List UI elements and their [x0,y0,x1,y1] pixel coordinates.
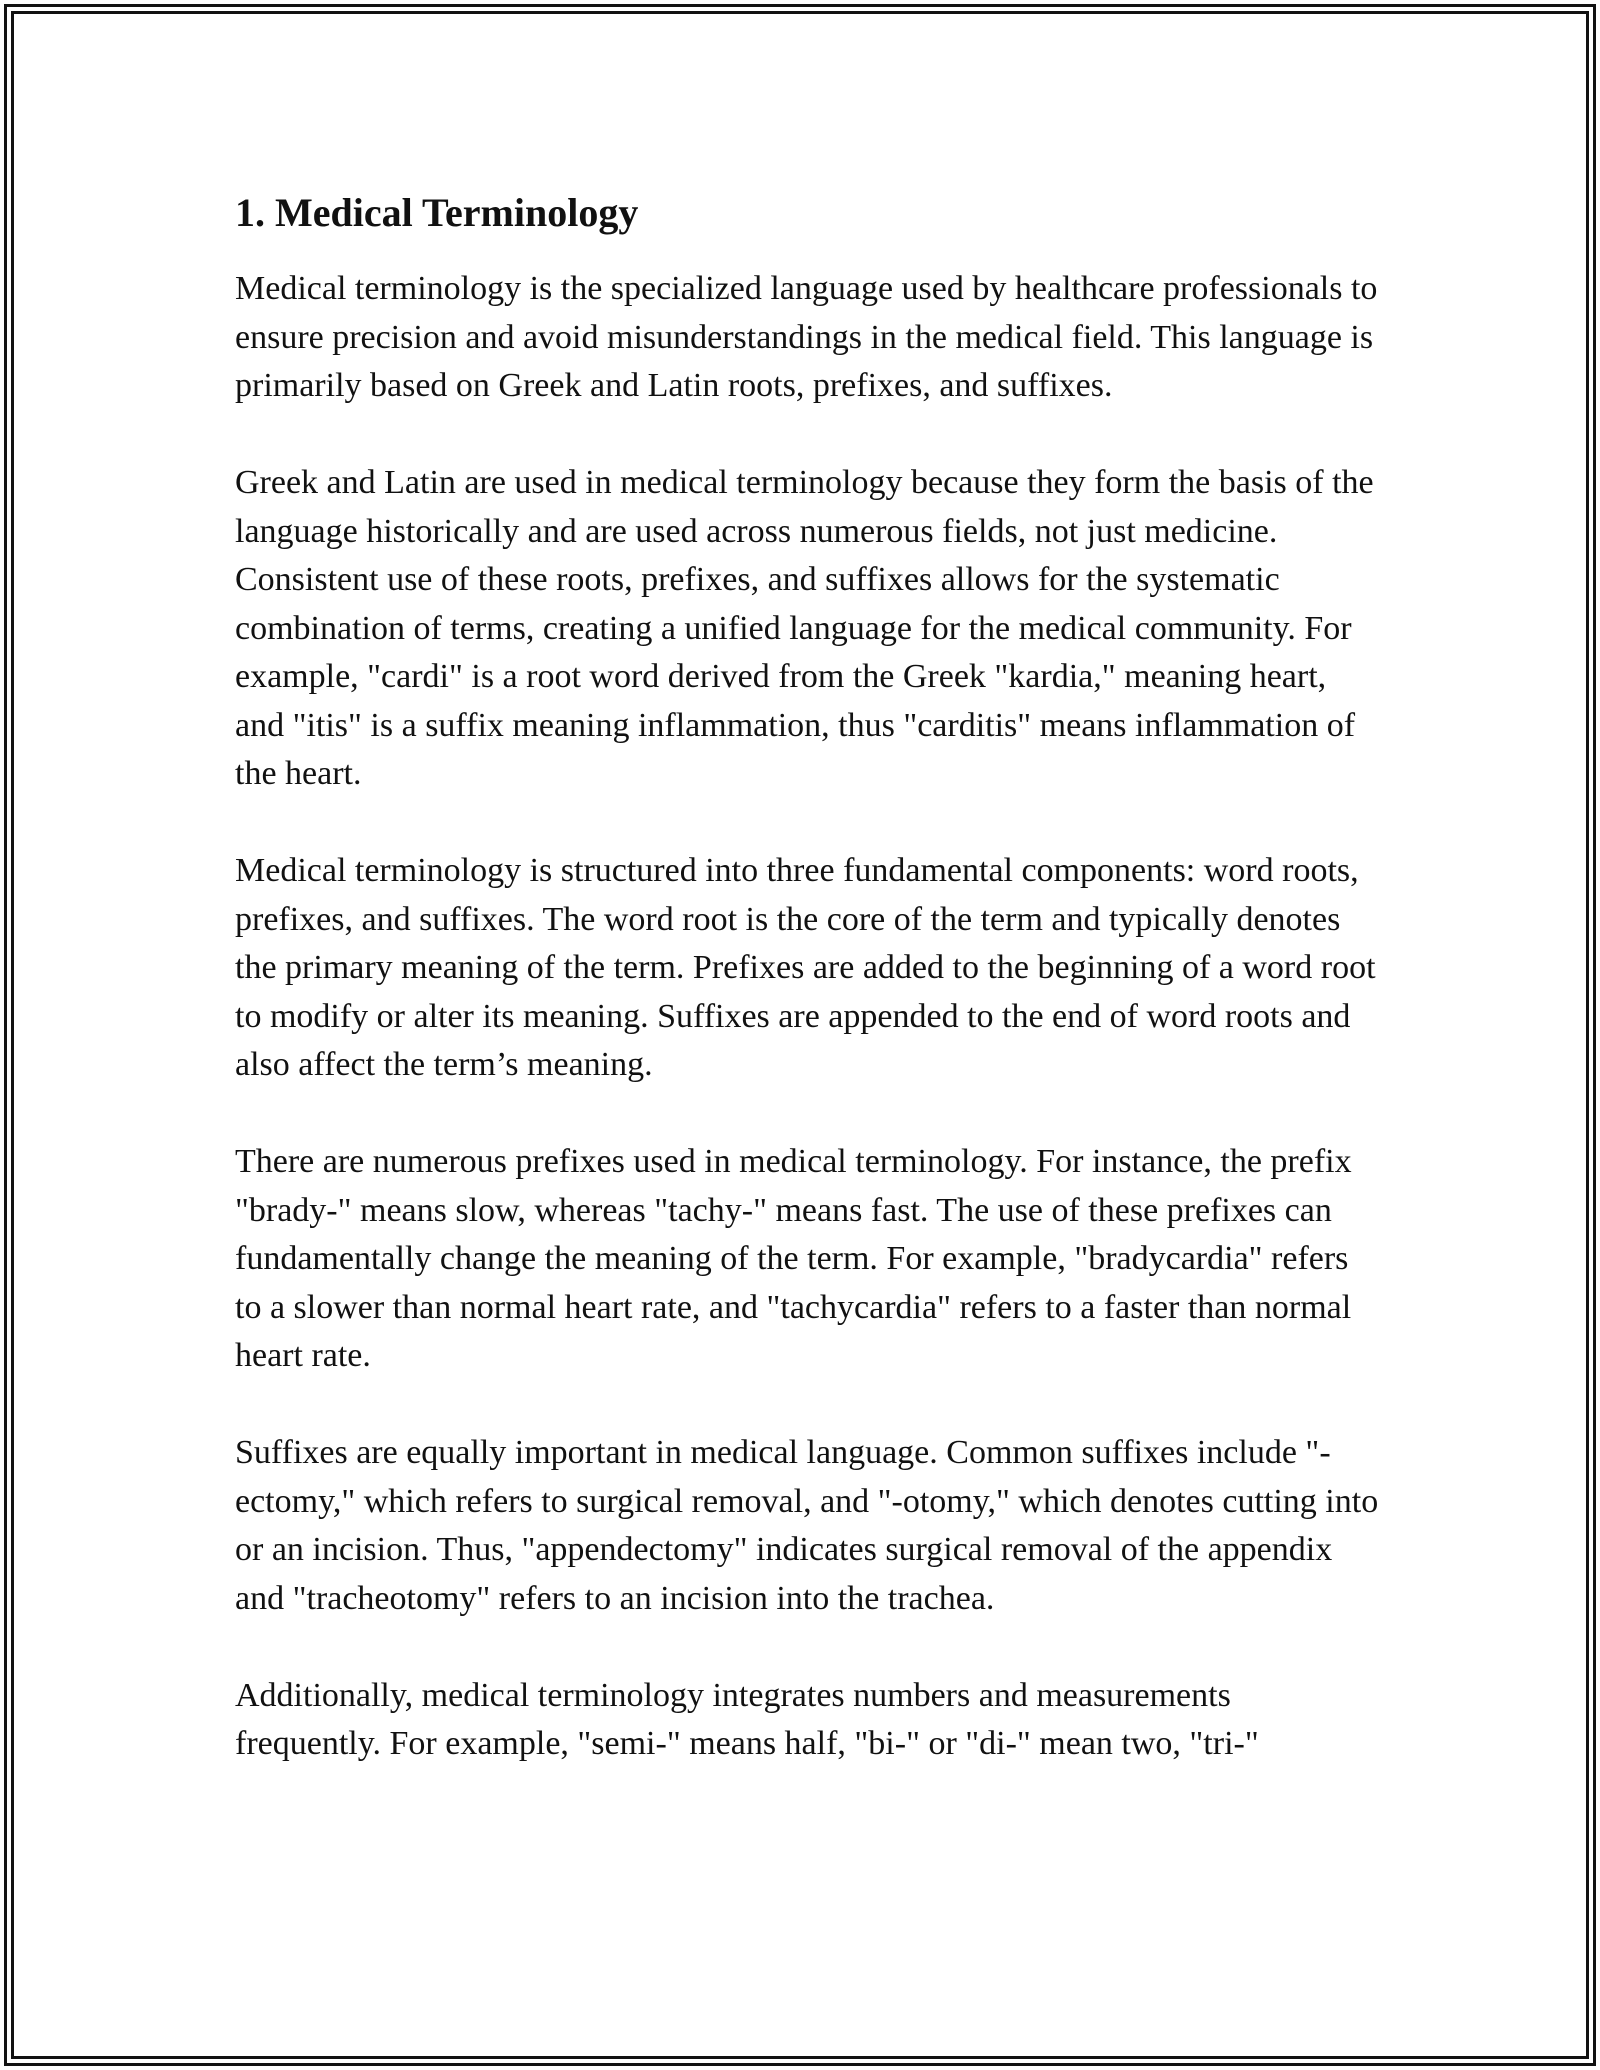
paragraph-suffixes: Suffixes are equally important in medical language. Common suffixes include "-ectomy," which refers to surgical removal, and "-otomy," which denotes cutting into or an incision. Thus, "appendectomy" indicates surgical removal of the appendix and "tracheotomy" refers to an incision into the trachea. [235,1434,1379,1617]
paragraph-greek-latin: Greek and Latin are used in medical terminology because they form the basis of the language historically and are used across numerous fields, not just medicine. Consistent use of these roots, prefixes, and suffixes allows for the systematic combination of terms, creating a unified language for the medical community. For example, "cardi" is a root word derived from the Greek "kardia," meaning heart, and "itis" is a suffix meaning inflammation, thus "carditis" means inflammation of the heart. [235,464,1374,792]
document-body [235,185,1380,1817]
paragraph-numbers: Additionally, medical terminology integrates numbers and measurements frequently. For example, "semi-" means half, "bi-" or "di-" mean two, "tri-" [235,1676,1259,1762]
paragraph-components: Medical terminology is structured into three fundamental components: word roots, prefixes, and suffixes. The word root is the core of the term and typically denotes the primary meaning of the term. Prefixes are added to the beginning of a word root to modify or alter its meaning. Suffixes are appended to the end of word roots and also affect the term’s meaning. [235,852,1376,1083]
section-heading: 1. Medical Terminology [235,190,639,235]
paragraph-intro: Medical terminology is the specialized language used by healthcare professionals to ensure precision and avoid misunderstandings in the medical field. This language is primarily based on Greek and Latin roots, prefixes, and suffixes. [235,270,1378,404]
paragraph-prefixes: There are numerous prefixes used in medical terminology. For instance, the prefix "brady-" means slow, whereas "tachy-" means fast. The use of these prefixes can fundamentally change the meaning of the term. For example, "bradycardia" refers to a slower than normal heart rate, and "tachycardia" refers to a faster than normal heart rate. [235,1143,1352,1374]
